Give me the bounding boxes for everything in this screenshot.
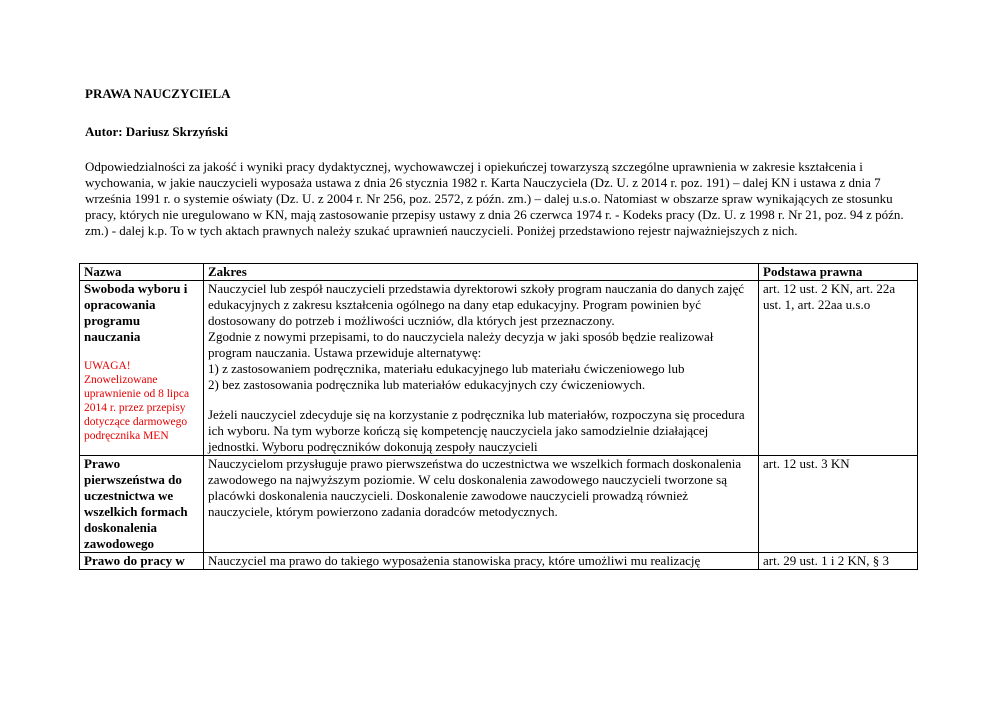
table-row: [80, 456, 918, 553]
table-row: [80, 553, 918, 570]
row-name: Prawo do pracy w: [84, 553, 185, 568]
header-scope: Zakres: [204, 264, 759, 281]
rights-table: [79, 263, 918, 570]
row-name-cell: [80, 456, 204, 553]
row-basis-cell: art. 12 ust. 2 KN, art. 22a ust. 1, art. 22aa u.s.o: [759, 281, 918, 456]
warning-note: UWAGA! Znowelizowane uprawnienie od 8 lipca 2014 r. przez przepisy dotyczące darmowego podręcznika MEN: [84, 360, 190, 442]
scope-text: Nauczyciel lub zespół nauczycieli przedstawia dyrektorowi szkoły program nauczania do danych zajęć edukacyjnych z zakresu kształcenia ogólnego na dany etap edukacyjny. Program powinien być dostosowany do potrzeb i możliwości uczniów, dla których jest przeznaczony.: [208, 281, 745, 328]
row-scope-cell: Nauczyciel ma prawo do takiego wyposażenia stanowiska pracy, które umożliwi mu realizację: [204, 553, 759, 570]
row-name: Swoboda wyboru i opracowania programu nauczania: [84, 281, 188, 344]
row-basis-cell: art. 12 ust. 3 KN: [759, 456, 918, 553]
spacer: [208, 393, 754, 407]
row-scope-cell: Nauczycielom przysługuje prawo pierwszeństwa do uczestnictwa we wszelkich formach doskonalenia zawodowego na najwyższym poziomie. W celu doskonalenia zawodowego nauczycieli tworzone są placówki doskonalenia nauczycieli. Doskonalenie zawodowe nauczycieli prowadzą również nauczyciele, którym powierzono zadania doradców metodycznych.: [204, 456, 759, 553]
table-header-row: [80, 264, 918, 281]
row-scope-cell: [204, 281, 759, 456]
scope-text: Jeżeli nauczyciel zdecyduje się na korzystanie z podręcznika lub materiałów, rozpoczyna się procedura ich wyboru. Na tym wyborze kończą się kompetencję nauczyciela jako samodzielnie działającej jednostki. Wyboru podręczników dokonują zespoły nauczycieli: [208, 407, 745, 454]
row-name-cell: [80, 281, 204, 456]
intro-paragraph: Odpowiedzialności za jakość i wyniki pracy dydaktycznej, wychowawczej i opiekuńczej towarzyszą szczególne uprawnienia w zakresie kształcenia i wychowania, w jakie nauczycieli wyposaża ustawa z dnia 26 stycznia 1982 r. Karta Nauczyciela (Dz. U. z 2014 r. poz. 191) – dalej KN i ustawa z dnia 7 września 1991 r. o systemie oświaty (Dz. U. z 2004 r. Nr 256, poz. 2572, z późn. zm.) – dalej u.s.o. Natomiast w obszarze spraw wynikających ze stosunku pracy, których nie uregulowano w KN, mają zastosowanie przepisy ustawy z dnia 26 czerwca 1974 r. - Kodeks pracy (Dz. U. z 1998 r. Nr 21, poz. 94 z późn. zm.) - dalej k.p. To w tych aktach prawnych należy szukać uprawnień nauczycieli. Poniżej przedstawiono rejestr najważniejszych z nich.: [85, 159, 904, 238]
row-basis-cell: art. 29 ust. 1 i 2 KN, § 3: [759, 553, 918, 570]
document-author: Autor: Dariusz Skrzyński: [85, 124, 229, 139]
row-name: Prawo pierwszeństwa do uczestnictwa we wszelkich formach doskonalenia zawodowego: [84, 456, 188, 551]
row-name-cell: [80, 553, 204, 570]
scope-text: Zgodnie z nowymi przepisami, to do nauczyciela należy decyzja w jaki sposób będzie realizował program nauczania. Ustawa przewiduje alternatywę:: [208, 329, 714, 360]
header-basis: Podstawa prawna: [759, 264, 918, 281]
scope-option: 1) z zastosowaniem podręcznika, materiału edukacyjnego lub materiału ćwiczeniowego lub: [208, 361, 685, 376]
table-row: [80, 281, 918, 456]
header-name: Nazwa: [80, 264, 204, 281]
document-title: PRAWA NAUCZYCIELA: [85, 86, 231, 101]
scope-option: 2) bez zastosowania podręcznika lub materiałów edukacyjnych czy ćwiczeniowych.: [208, 377, 646, 392]
